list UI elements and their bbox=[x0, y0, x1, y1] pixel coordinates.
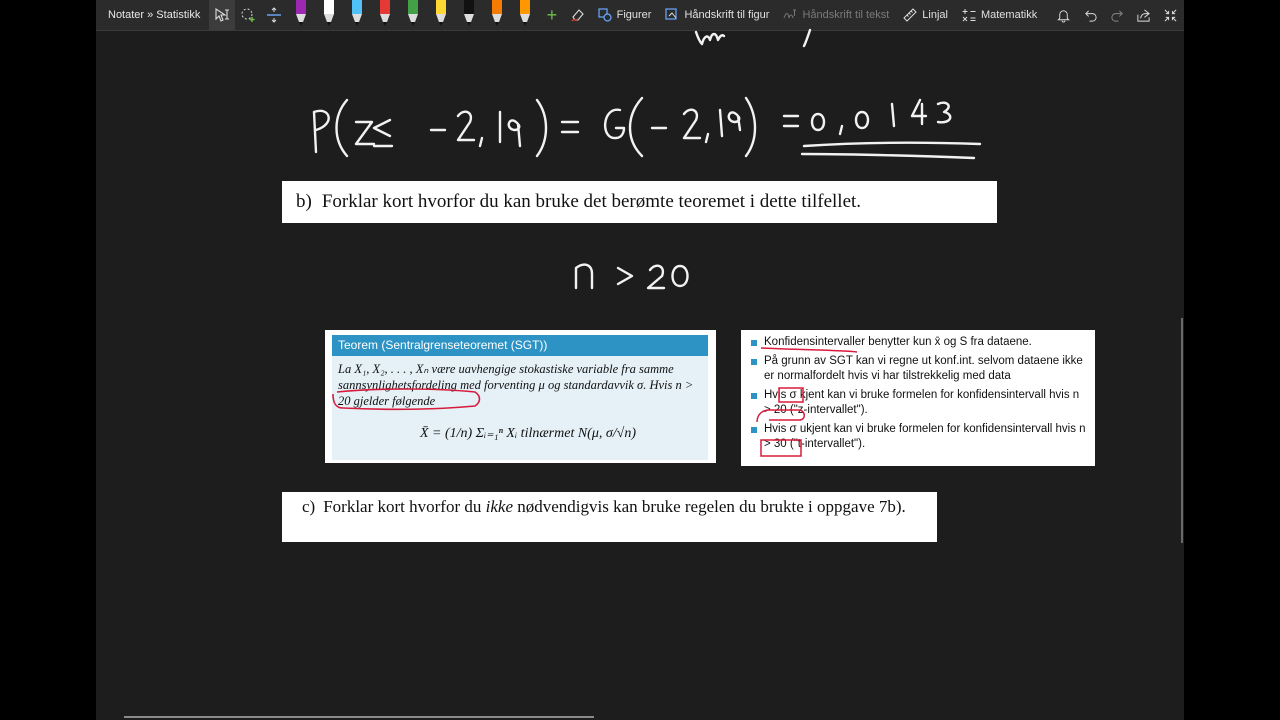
horizontal-scrollbar[interactable] bbox=[124, 716, 594, 718]
pen-tray bbox=[287, 0, 539, 30]
pen-6-icon[interactable] bbox=[427, 0, 455, 30]
eraser-icon[interactable] bbox=[565, 0, 591, 30]
ink-to-text-button[interactable] bbox=[776, 0, 896, 30]
math-label: Matematikk bbox=[980, 9, 1038, 21]
breadcrumb[interactable]: Notater » Statistikk bbox=[108, 9, 201, 21]
share-icon[interactable] bbox=[1130, 0, 1157, 30]
ink-to-shape-icon bbox=[665, 8, 679, 22]
task-c-card bbox=[282, 492, 937, 542]
task-b-label: b) bbox=[296, 191, 312, 212]
ribbon-toolbar bbox=[96, 0, 1184, 31]
bullet-item: På grunn av SGT kan vi regne ut konf.int. selvom dataene ikke er normalfordelt hvis vi har tilstrekkelig med data bbox=[751, 354, 1089, 384]
ink-to-text-label: Håndskrift til tekst bbox=[802, 9, 890, 21]
ruler-label: Linjal bbox=[922, 9, 948, 21]
pen-2-icon[interactable] bbox=[315, 0, 343, 30]
ink-to-shape-button[interactable] bbox=[658, 0, 776, 30]
ink-to-shape-label: Håndskrift til figur bbox=[684, 9, 770, 21]
bullet-card bbox=[741, 330, 1095, 466]
bullet-item: Konfidensintervaller benytter kun x̄ og S fra dataene. bbox=[751, 335, 1089, 350]
theorem-annotation-ink bbox=[325, 330, 716, 463]
bullet-annotation-ink bbox=[741, 330, 1095, 466]
pen-8-icon[interactable] bbox=[483, 0, 511, 30]
type-select-icon[interactable] bbox=[209, 0, 235, 30]
pen-3-icon[interactable] bbox=[343, 0, 371, 30]
theorem-formula: X̄ = (1/n) Σᵢ₌₁ⁿ Xᵢ tilnærmet N(μ, σ/√n) bbox=[420, 426, 637, 441]
math-icon bbox=[962, 8, 976, 22]
redo-icon[interactable] bbox=[1104, 0, 1131, 30]
pen-1-icon[interactable] bbox=[287, 0, 315, 30]
add-pen-button[interactable]: + bbox=[546, 4, 558, 25]
collapse-fullscreen-icon[interactable] bbox=[1157, 0, 1184, 30]
ruler-button[interactable] bbox=[896, 0, 955, 30]
pen-5-icon[interactable] bbox=[399, 0, 427, 30]
bullet-item: Hvis σ ukjent kan vi bruke formelen for konfidensintervall hvis n > 30 ("t-intervallet"). bbox=[751, 422, 1089, 452]
math-button[interactable] bbox=[955, 0, 1044, 30]
ruler-icon bbox=[903, 8, 917, 22]
shapes-label: Figurer bbox=[616, 9, 652, 21]
task-b-card bbox=[282, 181, 997, 223]
lasso-add-icon[interactable] bbox=[235, 0, 261, 30]
ink-to-text-icon bbox=[783, 8, 797, 22]
pen-9-icon[interactable] bbox=[511, 0, 539, 30]
vertical-scrollbar[interactable] bbox=[1181, 318, 1183, 543]
insert-space-icon[interactable] bbox=[261, 0, 287, 30]
pen-7-icon[interactable] bbox=[455, 0, 483, 30]
theorem-title: Teorem (Sentralgrenseteoremet (SGT)) bbox=[332, 335, 708, 356]
notification-bell-icon[interactable] bbox=[1050, 0, 1077, 30]
task-c-text: Forklar kort hvorfor du ikke nødvendigvis kan bruke regelen du brukte i oppgave 7b). bbox=[323, 497, 906, 516]
bullet-item: Hvis σ kjent kan vi bruke formelen for konfidensintervall hvis n > 20 ("z-intervallet"). bbox=[751, 388, 1089, 418]
shapes-icon bbox=[598, 8, 612, 22]
theorem-body: La X₁, X₂, . . . , Xₙ være uavhengige stokastiske variable fra samme sannsynlighetsfordeling med forventing μ og standardavvik σ. Hvis n > 20 gjelder følgende bbox=[338, 362, 694, 408]
undo-icon[interactable] bbox=[1077, 0, 1104, 30]
task-b-text: Forklar kort hvorfor du kan bruke det berømte teoremet i dette tilfellet. bbox=[321, 191, 862, 212]
theorem-card bbox=[325, 330, 716, 463]
shapes-button[interactable] bbox=[591, 0, 659, 30]
pen-4-icon[interactable] bbox=[371, 0, 399, 30]
task-c-label: c) bbox=[302, 497, 316, 516]
